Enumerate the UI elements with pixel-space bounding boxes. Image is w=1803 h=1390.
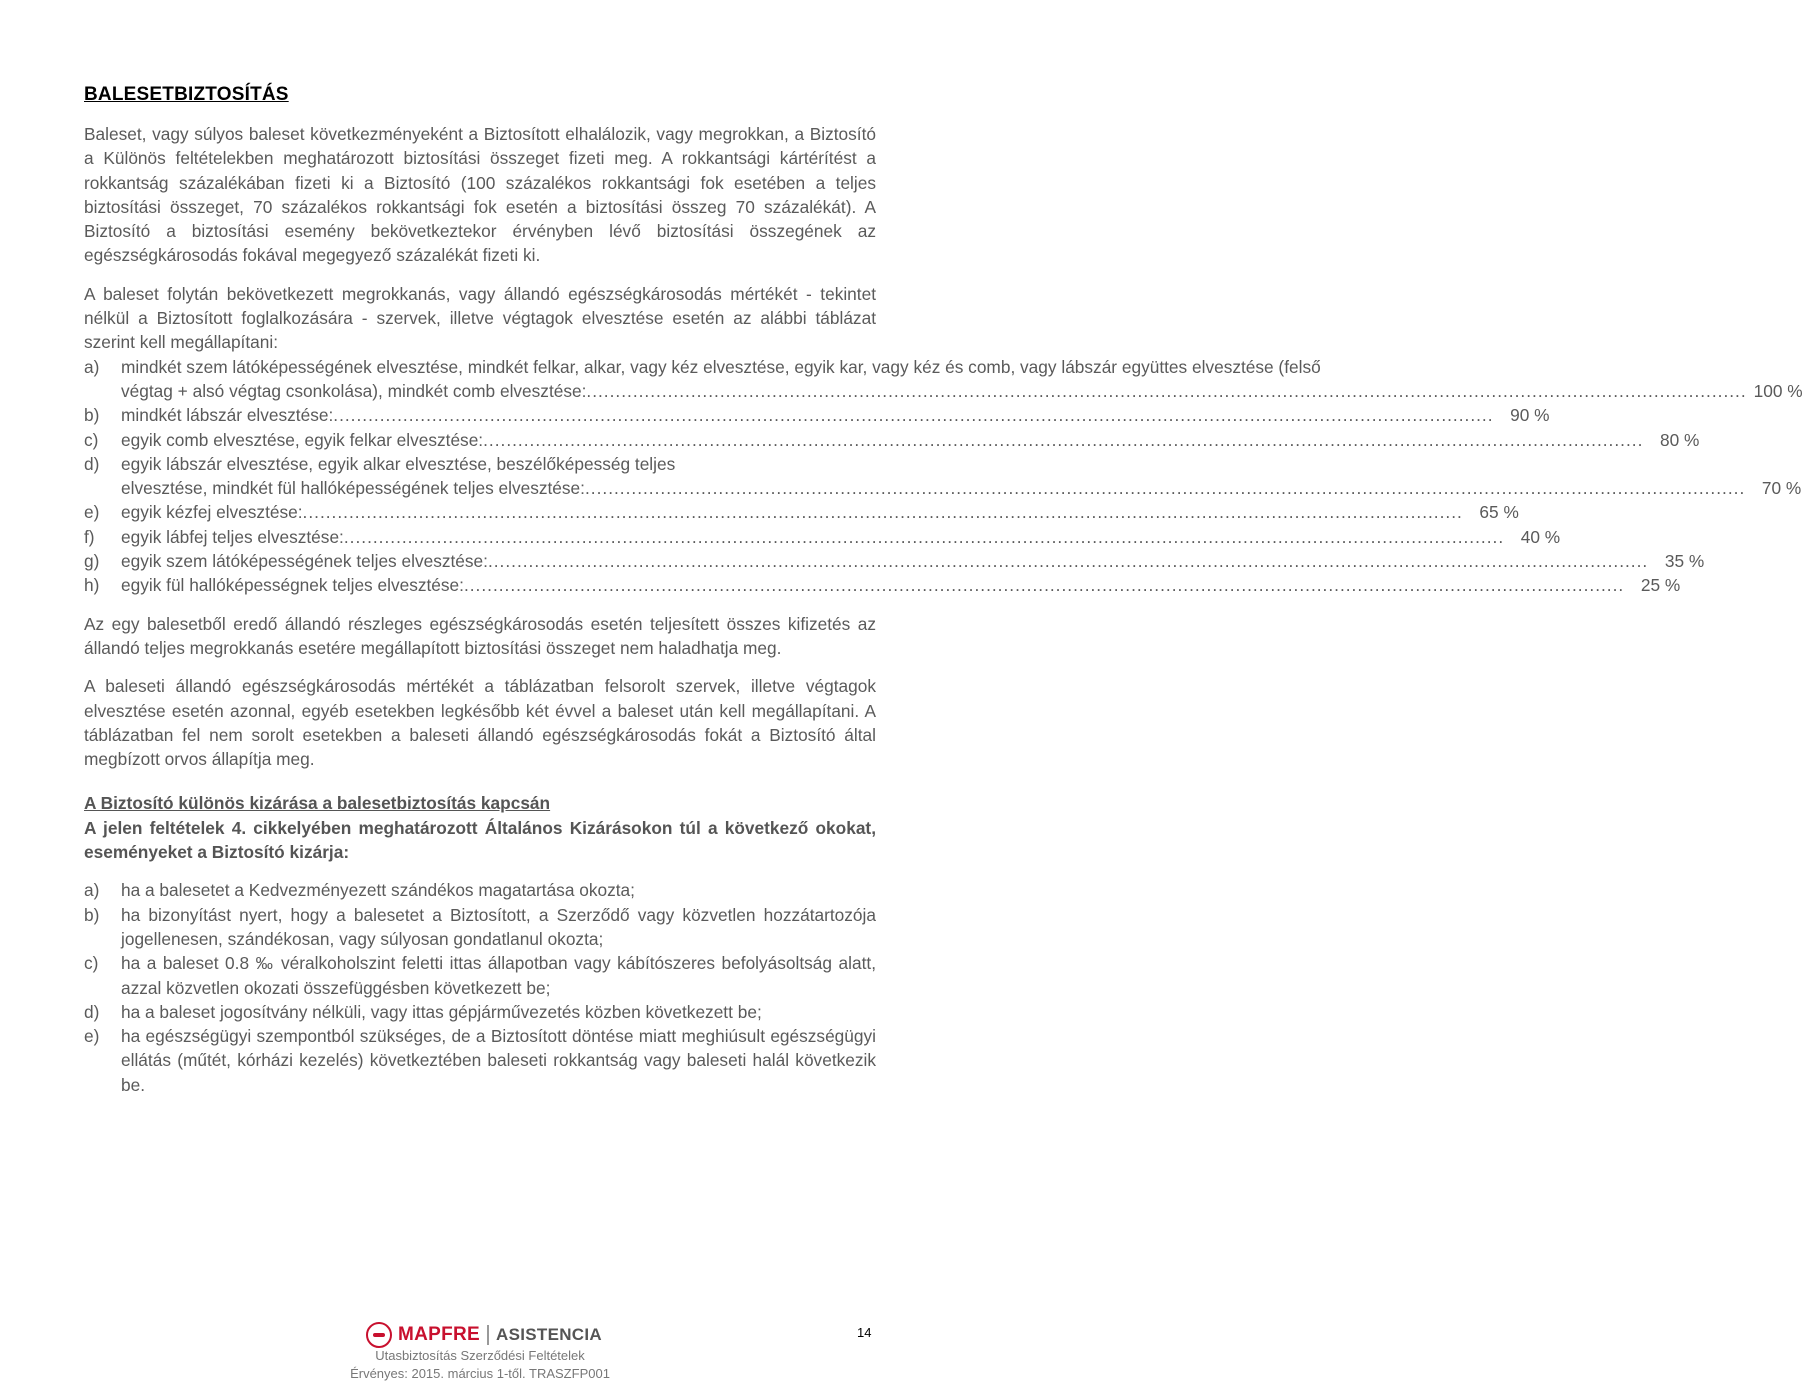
row-percentage: 80 % [1659, 429, 1700, 450]
table-row: d) egyik lábszár elvesztése, egyik alkar elvesztése, beszélőképesség teljes elvesztése, mindkét fül hallóképességének teljes elvesztése: ..... 70 % [84, 452, 876, 501]
document-body [84, 122, 1803, 1097]
table-row: c) egyik comb elvesztése, egyik felkar elvesztése: ..... 80 % [84, 428, 876, 452]
table-row: b) mindkét lábszár elvesztése: ..... 90 % [84, 403, 876, 427]
row-percentage: 100 % [1753, 380, 1803, 401]
paragraph-intro: Baleset, vagy súlyos baleset következményeként a Biztosított elhalálozik, vagy megrokkan, a Biztosító a Különös feltételekben meghatározott biztosítási összeget fizeti meg. A rokkantsági kártérítést a rokkantság százalékában fizeti ki a Biztosító (100 százalékos rokkantsági fok esetében a teljes biztosítási összeget, 70 százalékos rokkantsági fok esetén a biztosítási összeg 70 százalékát). A Biztosító a biztosítási esemény bekövetkeztekor érvényben lévő biztosítási összegének az egészségkárosodás fokával megegyező százalékát fizeti ki. [84, 124, 876, 266]
exclusions-list [84, 878, 876, 1097]
brand-name: MAPFRE [398, 1324, 481, 1345]
table-row: f) egyik lábfej teljes elvesztése: ..... 40 % [84, 525, 876, 549]
row-text-pre: mindkét szem látóképességének elvesztése, mindkét felkar, alkar, vagy kéz elvesztése, egyik kar, vagy kéz és comb, vagy lábszár együttes elvesztése (felső [121, 356, 1321, 377]
table-row: a) mindkét szem látóképességének elvesztése, mindkét felkar, alkar, vagy kéz elvesztése, egyik kar, vagy kéz és comb, vagy lábszár együttes elvesztése (felső végtag + alsó végtag csonkolása), mindkét comb elvesztése: ..... 100 % [84, 355, 876, 404]
table-row: h) egyik fül hallóképességnek teljes elvesztése: ..... 25 % [84, 573, 876, 597]
row-percentage: 90 % [1510, 405, 1550, 426]
footer-validity: Érvényes: 2015. március 1-től. TRASZFP001 [350, 1366, 610, 1381]
row-percentage: 35 % [1664, 551, 1705, 572]
subsection-heading: A Biztosító különös kizárása a balesetbiztosítás kapcsán [84, 793, 551, 814]
mapfre-logo-icon [366, 1322, 392, 1348]
row-text-pre: egyik lábszár elvesztése, egyik alkar elvesztése, beszélőképesség teljes [121, 453, 676, 474]
paragraph-table-intro: A baleset folytán bekövetkezett megrokkanás, vagy állandó egészségkárosodás mértékét - tekintet nélkül a Biztosított foglalkozására - szervek, illetve végtagok elvesztése esetén az alábbi táblázat szerint kell megállapítani: [84, 283, 876, 353]
page-number: 14 [857, 1325, 872, 1340]
paragraph-max-payment: Az egy balesetből eredő állandó részleges egészségkárosodás esetén teljesített összes kifizetés az állandó teljes megrokkanás esetére megállapított biztosítási összeget nem haladhatja meg. [84, 613, 876, 658]
row-percentage: 70 % [1761, 478, 1802, 499]
logo-divider [487, 1325, 489, 1345]
table-row: g) egyik szem látóképességének teljes elvesztése: ..... 35 % [84, 549, 876, 573]
footer-document-title: Utasbiztosítás Szerződési Feltételek [375, 1348, 585, 1363]
subsection-intro: A jelen feltételek 4. cikkelyében meghatározott Általános Kizárásokon túl a következő okokat, eseményeket a Biztosító kizárja: [84, 817, 876, 863]
list-item: b) ha bizonyítást nyert, hogy a balesetet a Biztosított, a Szerződő vagy közvetlen hozzátartozója jogellenesen, szándékosan, vagy súlyosan gondatlanul okozta; [84, 904, 876, 949]
list-item: c) ha a baleset 0.8 ‰ véralkoholszint feletti ittas állapotban vagy kábítószeres befolyásoltság alatt, azzal közvetlen okozati összefüggésben következett be; [84, 953, 876, 998]
list-item: a) ha a balesetet a Kedvezményezett szándékos magatartása okozta; [84, 880, 635, 901]
row-percentage: 40 % [1520, 526, 1561, 547]
row-percentage: 65 % [1479, 502, 1519, 523]
paragraph-assessment: A baleseti állandó egészségkárosodás mértékét a táblázatban felsorolt szervek, illetve végtagok elvesztése esetén azonnal, egyéb esetekben legkésőbb két évvel a baleset után kell megállapítani. A táblázatban fel nem sorolt esetekben a baleseti állandó egészségkárosodás fokát a Biztosító által megbízott orvos állapítja meg. [84, 676, 876, 770]
list-item: e) ha egészségügyi szempontból szükséges, de a Biztosított döntése miatt meghiúsult egészségügyi ellátás (műtét, kórházi kezelés) következtében baleseti rokkantság vagy baleseti halál következik be. [84, 1026, 876, 1095]
brand-logo [366, 1322, 602, 1348]
table-row: e) egyik kézfej elvesztése: ..... 65 % [84, 500, 876, 524]
row-percentage: 25 % [1640, 575, 1681, 596]
disability-table [84, 355, 1803, 598]
list-item: d) ha a baleset jogosítvány nélküli, vagy ittas gépjárművezetés közben következett be; [84, 1001, 762, 1022]
section-heading: BALESETBIZTOSÍTÁS [84, 84, 289, 105]
brand-subname: ASISTENCIA [496, 1325, 602, 1344]
